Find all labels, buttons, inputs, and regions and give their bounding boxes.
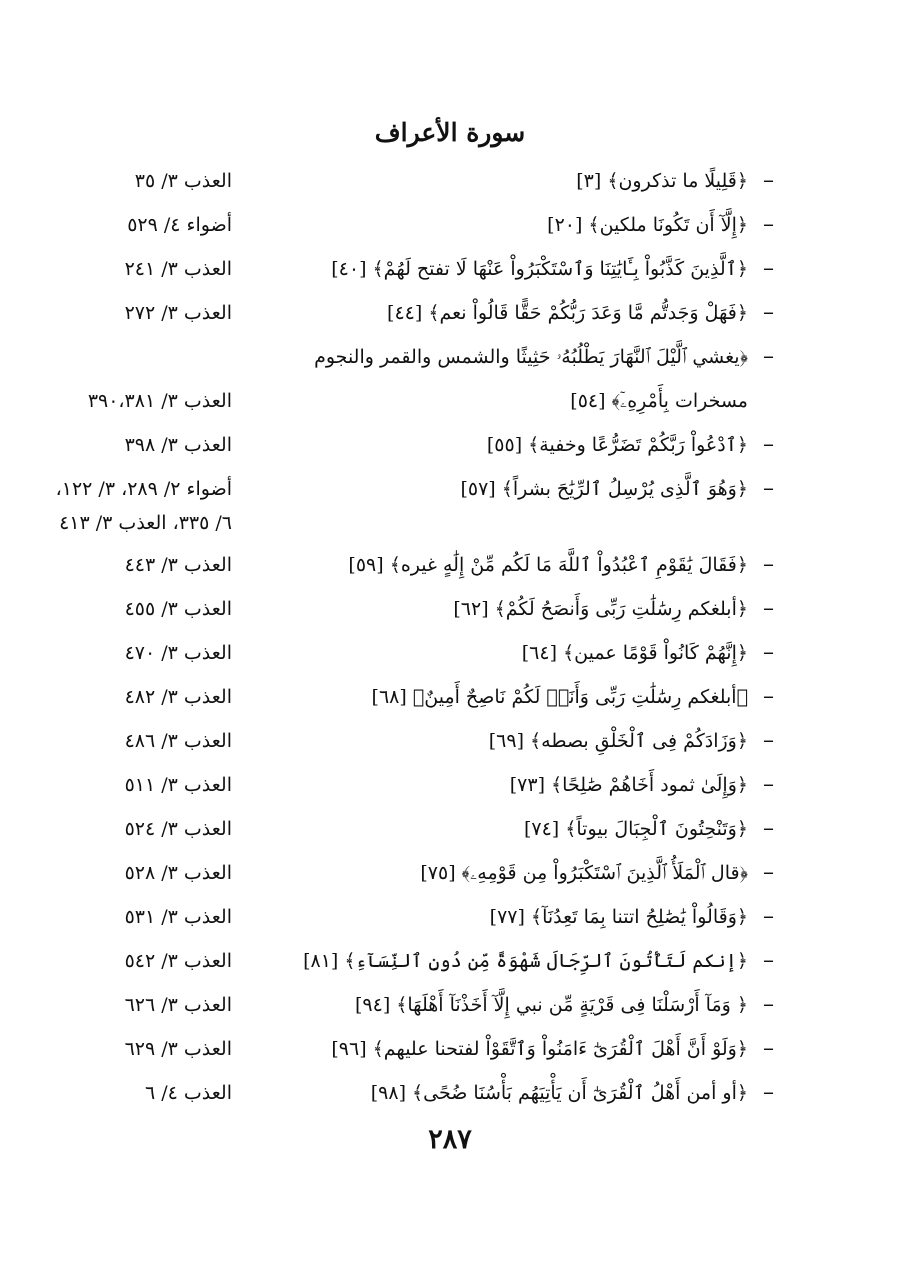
list-item: [0, 990, 900, 1020]
verse-text: ﴿ وَمَآ أَرْسَلْنَا فِى قَرْيَةٍ مِّن نبي إِلَّآ أَخَذْنَآ أَهْلَهَا﴾ [٩٤]: [354, 994, 748, 1016]
verse-text: ﴿إنكم لَتَأْتُونَ ٱلرِّجَالَ شَهْوَةً مِّن دُونِ ٱلنِّسَآءِ﴾ [٨١]: [303, 950, 748, 972]
bullet-dash: –: [763, 552, 774, 577]
verse-text: ﴿فَهَلْ وَجَدتُّم مَّا وَعَدَ رَبُّكُمْ حَقًّا قَالُواْ نعم﴾ [٤٤]: [387, 302, 748, 324]
verse-text: ﴿قَلِيلًا ما تذكرون﴾ [٣]: [576, 170, 748, 192]
reference-text: العذب ٣/ ٣٩٨: [124, 434, 232, 456]
verse-text: ﴿وَقَالُواْ يَٰصَٰلِحُ اتتنا بِمَا تَعِدُنَآ﴾ [٧٧]: [489, 906, 748, 928]
reference-text: أضواء ٤/ ٥٢٩: [127, 214, 232, 236]
verse-text: ﴿وَتَنْحِتُونَ ٱلْجِبَالَ بيوتاً﴾ [٧٤]: [523, 818, 748, 840]
list-item: [0, 594, 900, 624]
reference-text: العذب ٣/ ٥١١: [124, 774, 232, 796]
reference-text: العذب ٣/ ٥٢٨: [124, 862, 232, 884]
bullet-dash: –: [763, 684, 774, 709]
verse-text: ﴿ٱلَّذِينَ كَذَّبُواْ بِـَٔايَٰتِنَا وَٱسْتَكْبَرُواْ عَنْهَا لَا تفتح لَهُمْ﴾ [٤٠]: [331, 258, 748, 280]
verse-text: ﴿وَزَادَكُمْ فِى ٱلْخَلْقِ بصطه﴾ [٦٩]: [488, 730, 748, 752]
list-item: [0, 1034, 900, 1064]
verse-text: ﴿يغشي ٱلَّيْلَ ٱلنَّهَارَ يَطْلُبُهُۥ حَثِيثًا والشمس والقمر والنجوم: [314, 346, 748, 368]
bullet-dash: –: [763, 728, 774, 753]
reference-text: العذب ٣/ ٤٨٦: [124, 730, 232, 752]
list-item: [0, 474, 900, 534]
verse-text: ﴿قال ٱلْمَلَأُ ٱلَّذِينَ ٱسْتَكْبَرُواْ مِن قَوْمِهِۦ﴾ [٧٥]: [420, 862, 748, 884]
list-item: [0, 1078, 900, 1108]
reference-text: العذب ٣/ ٦٢٦: [124, 994, 232, 1016]
verse-text: ﴿أبلغكم رِسَٰلَٰتِ رَبِّى وَأَنصَحُ لَكُمْ﴾ [٦٢]: [453, 598, 748, 620]
reference-text: العذب ٣/ ٤٧٠: [124, 642, 232, 664]
list-item: [0, 726, 900, 756]
bullet-dash: –: [763, 168, 774, 193]
bullet-dash: –: [763, 596, 774, 621]
verse-text: ﴿إِنَّهُمْ كَانُواْ قَوْمًا عمين﴾ [٦٤]: [521, 642, 748, 664]
verse-text: ﴿وَإِلَىٰ ثمود أَخَاهُمْ صَٰلِحًا﴾ [٧٣]: [509, 774, 748, 796]
list-item: [0, 902, 900, 932]
reference-continuation: ٦/ ٣٣٥، العذب ٣/ ٤١٣: [59, 512, 232, 534]
reference-text: العذب ٣/ ٤٤٣: [124, 554, 232, 576]
list-item: [0, 770, 900, 800]
verse-text: ﴿فَقَالَ يَٰقَوْمِ ٱعْبُدُواْ ٱللَّهَ مَا لَكُم مِّنْ إِلَٰهٍ غيره﴾ [٥٩]: [348, 554, 748, 576]
list-item: [0, 342, 900, 412]
list-item: [0, 254, 900, 284]
bullet-dash: –: [763, 300, 774, 325]
reference-text: العذب ٤/ ٦: [144, 1082, 232, 1104]
bullet-dash: –: [763, 344, 774, 369]
verse-text: ﴿ٱدْعُواْ رَبَّكُمْ تَضَرُّعًا وخفية﴾ [٥٥]: [486, 434, 748, 456]
verse-text: ﴿وَهُوَ ٱلَّذِى يُرْسِلُ ٱلرِّيَٰحَ بشراً﴾ [٥٧]: [460, 478, 748, 500]
list-item: [0, 946, 900, 976]
verse-continuation: مسخرات بِأَمْرِهِۦٓ﴾ [٥٤]: [570, 390, 748, 412]
list-item: [0, 682, 900, 712]
bullet-dash: –: [763, 816, 774, 841]
reference-text: العذب ٣/ ٥٢٤: [124, 818, 232, 840]
reference-text: العذب ٣/ ٣٩٠،٣٨١: [87, 390, 232, 412]
bullet-dash: –: [763, 948, 774, 973]
bullet-dash: –: [763, 992, 774, 1017]
reference-text: العذب ٣/ ٢٤١: [124, 258, 232, 280]
list-item: [0, 814, 900, 844]
bullet-dash: –: [763, 256, 774, 281]
verse-text: ﴿أو أمن أَهْلُ ٱلْقُرَىٰٓ أَن يَأْتِيَهُم بَأْسُنَا ضُحًى﴾ [٩٨]: [370, 1082, 748, 1104]
reference-text: العذب ٣/ ٤٥٥: [124, 598, 232, 620]
verse-text: ﴿وَلَوْ أَنَّ أَهْلَ ٱلْقُرَىٰٓ ءَامَنُواْ وَٱتَّقَوْاْ لفتحنا عليهم﴾ [٩٦]: [331, 1038, 748, 1060]
list-item: [0, 430, 900, 460]
bullet-dash: –: [763, 772, 774, 797]
reference-text: العذب ٣/ ٥٤٢: [124, 950, 232, 972]
list-item: [0, 298, 900, 328]
bullet-dash: –: [763, 1080, 774, 1105]
list-item: [0, 550, 900, 580]
page-title: سورة الأعراف: [374, 118, 526, 147]
list-item: [0, 858, 900, 888]
reference-text: أضواء ٢/ ٢٨٩، ٣/ ١٢٢،: [55, 478, 232, 500]
verse-text: ﴿إِلَّآ أَن تَكُونَا ملكين﴾ [٢٠]: [547, 214, 748, 236]
reference-text: العذب ٣/ ٣٥: [134, 170, 232, 192]
bullet-dash: –: [763, 904, 774, 929]
reference-text: العذب ٣/ ٢٧٢: [124, 302, 232, 324]
bullet-dash: –: [763, 860, 774, 885]
bullet-dash: –: [763, 1036, 774, 1061]
page-number: ٢٨٧: [428, 1124, 472, 1155]
bullet-dash: –: [763, 212, 774, 237]
reference-text: العذب ٣/ ٤٨٢: [124, 686, 232, 708]
list-item: [0, 638, 900, 668]
list-item: [0, 210, 900, 240]
reference-text: العذب ٣/ ٥٣١: [124, 906, 232, 928]
bullet-dash: –: [763, 640, 774, 665]
bullet-dash: –: [763, 476, 774, 501]
list-item: [0, 166, 900, 196]
verse-text: ﴿أبلغكم رِسَٰلَٰتِ رَبِّى وَأَنَا۠ لَكُمْ نَاصِحٌ أَمِينٌ﴾ [٦٨]: [371, 686, 748, 708]
bullet-dash: –: [763, 432, 774, 457]
reference-text: العذب ٣/ ٦٢٩: [124, 1038, 232, 1060]
